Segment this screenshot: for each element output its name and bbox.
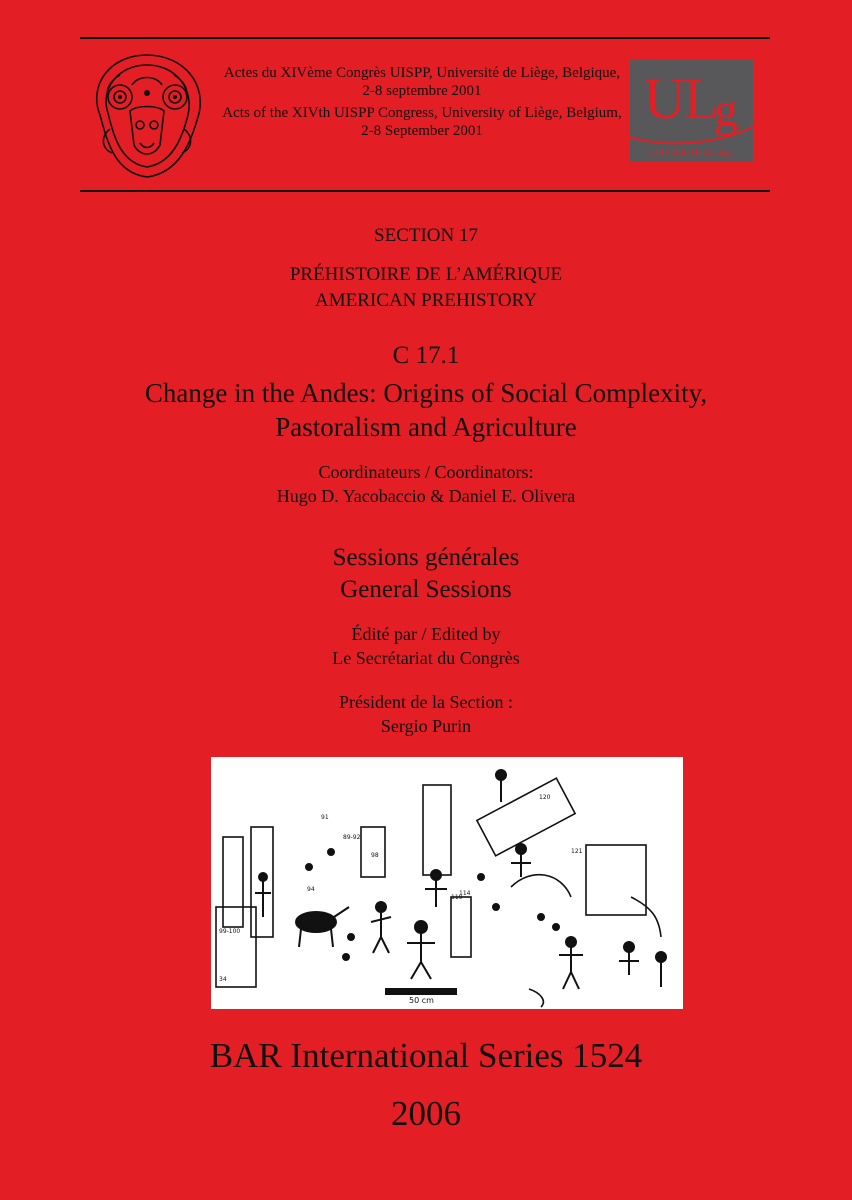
publication-year: 2006 [391,1094,461,1133]
sessions-english: General Sessions [340,576,512,603]
logo-subtitle: UNIVERSITÉ de Liège [648,148,735,157]
ulg-logo [630,60,753,162]
top-rule [80,37,770,39]
logo-letter-l: L [684,66,720,131]
logo-letter-g: g [714,84,738,137]
volume-title [0,376,852,444]
acts-french: Actes du XIVème Congrès UISPP, Université de Liège, Belgique, 2-8 septembre 2001 [223,65,621,99]
volume-title-line1: Change in the Andes: Origins of Social Complexity, [144,378,708,408]
section-name-french: PRÉHISTOIRE DE L’AMÉRIQUE [289,264,563,285]
section-label: SECTION 17 [374,225,478,246]
coordinators [0,460,852,508]
scale-label: 50 cm [409,996,434,1005]
panel-label: 91 [321,814,329,821]
series-title: BAR International Series 1524 [209,1036,643,1075]
coordinators-names: Hugo D. Yacobaccio & Daniel E. Olivera [276,486,576,506]
uispp-seal-icon [80,45,215,185]
logo-letter-u: U [644,66,686,131]
president-label: Président de la Section : [339,692,513,712]
edited-by: Le Secrétariat du Congrès [332,648,520,668]
sessions [0,542,852,606]
panel-label: 119 [451,894,463,901]
panel-label: 94 [307,886,315,893]
president-block [0,690,852,738]
section-name [0,262,852,314]
volume-title-line2: Pastoralism and Agriculture [275,412,577,442]
header-bottom-rule [80,190,770,192]
sessions-french: Sessions générales [332,544,520,571]
coordinators-label: Coordinateurs / Coordinators: [318,462,534,482]
acts-english: Acts of the XIVth UISPP Congress, University of Liège, Belgium, 2-8 September 2001 [222,105,622,139]
panel-label: 89-92 [343,834,361,841]
panel-label: 34 [219,976,227,983]
panel-label: 120 [539,794,551,801]
panel-label: 121 [571,848,583,855]
president-name: Sergio Purin [380,716,472,736]
panel-label: 98 [371,852,379,859]
volume-code: C 17.1 [392,342,460,369]
section-name-english: AMERICAN PREHISTORY [315,290,537,311]
edited-label: Édité par / Edited by [351,624,501,644]
editor-block [0,622,852,670]
panel-label: 99-100 [219,928,241,935]
congress-acts [222,64,622,144]
rock-art-figure [211,757,683,1009]
panel-label: 114 [459,890,471,897]
